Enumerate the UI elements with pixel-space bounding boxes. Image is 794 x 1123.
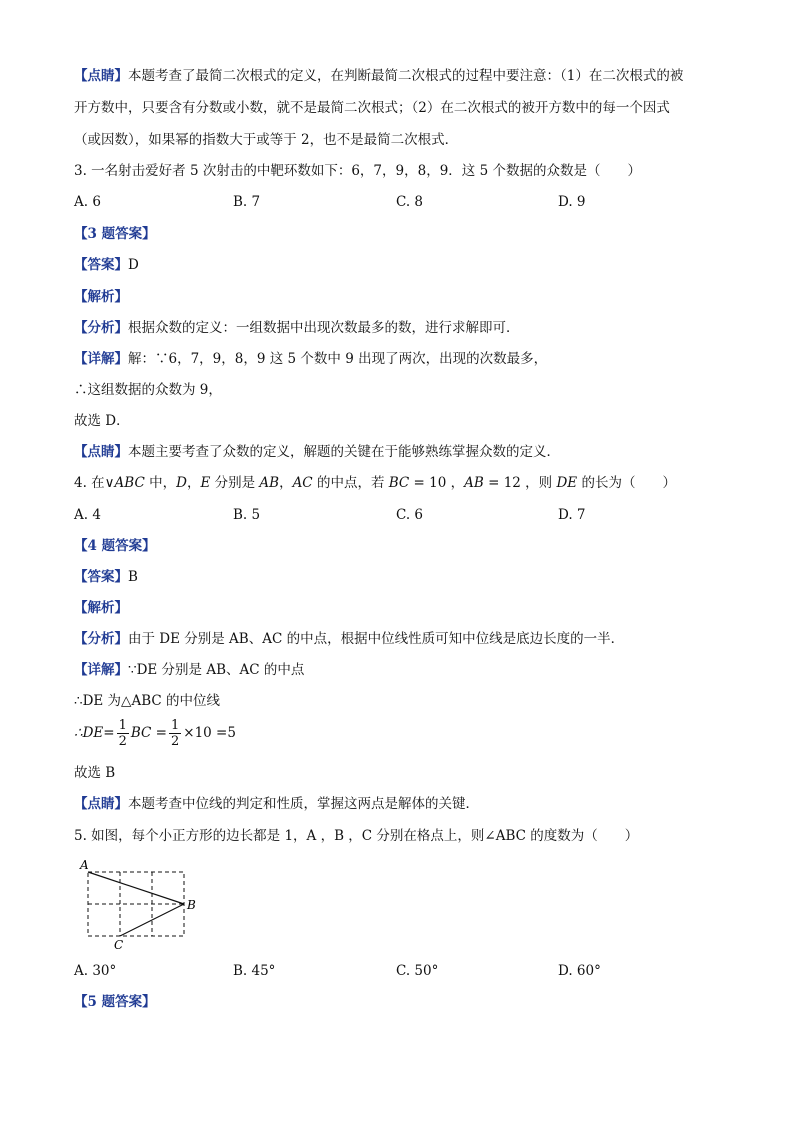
- q3-option-c: C. 8: [396, 194, 424, 210]
- q3-solution-line-2: ∴这组数据的众数为 9，: [74, 382, 222, 398]
- fraction-half-2: $\frac{1}{2}$: [171, 718, 180, 749]
- q4-xiangjie: 【详解】∵DE 分别是 AB、AC 的中点: [74, 662, 305, 678]
- point-label-b: B: [187, 898, 196, 912]
- question-5-stem: 5. 如图，每个小正方形的边长都是 1，A ，B ，C 分别在格点上，则∠ABC 的度数为（ ）: [74, 828, 639, 844]
- q3-jiexi: 【解析】: [74, 289, 128, 305]
- dianjing-line-1: 【点睛】本题考查了最简二次根式的定义，在判断最简二次根式的过程中要注意：（1）在二次根式的被: [74, 68, 684, 84]
- dianjing-tag: 【点睛】: [74, 68, 128, 84]
- q3-option-a: A. 6: [74, 194, 101, 210]
- q4-jiexi: 【解析】: [74, 600, 128, 616]
- dianjing-line-2: 开方数中，只要含有分数或小数，就不是最简二次根式；（2）在二次根式的被开方数中的每一个因式: [74, 100, 670, 116]
- q4-option-b: B. 5: [233, 507, 261, 523]
- q4-solution-line-2: ∴DE 为△ABC 的中位线: [74, 693, 220, 709]
- q3-section-heading: 【3 题答案】: [74, 226, 156, 242]
- q5-option-a: A. 30°: [74, 963, 117, 979]
- q5-option-c: C. 50°: [396, 963, 439, 979]
- q4-option-d: D. 7: [558, 507, 586, 523]
- q4-option-c: C. 6: [396, 507, 424, 523]
- question-4-stem: 4. 在∨ABC 中，D，E 分别是 AB，AC 的中点，若 BC = 10 ，AB = 12 ，则 DE 的长为（ ）: [74, 475, 676, 491]
- q3-solution-line-3: 故选 D．: [74, 413, 130, 429]
- grid-lines: [88, 872, 184, 936]
- q4-equation: ∴DE= $\frac{1}{2}$ BC = $\frac{1}{2}$ ×10 =5: [74, 718, 236, 749]
- q5-option-b: B. 45°: [233, 963, 276, 979]
- q4-fenxi: 【分析】由于 DE 分别是 AB、AC 的中点，根据中位线性质可知中位线是底边长度的一半．: [74, 631, 625, 647]
- point-label-c: C: [114, 938, 124, 952]
- q4-answer: 【答案】B: [74, 569, 138, 585]
- point-label-a: A: [80, 858, 89, 872]
- q4-dianjing: 【点睛】本题考查中位线的判定和性质，掌握这两点是解体的关键．: [74, 796, 479, 812]
- q3-fenxi: 【分析】根据众数的定义：一组数据中出现次数最多的数，进行求解即可．: [74, 320, 520, 336]
- question-3-stem: 3. 一名射击爱好者 5 次射击的中靶环数如下：6，7，9，8，9．这 5 个数据的众数是（ ）: [74, 163, 641, 179]
- q5-section-heading: 【5 题答案】: [74, 994, 156, 1010]
- q4-option-a: A. 4: [74, 507, 101, 523]
- q4-solution-line-4: 故选 B: [74, 765, 116, 781]
- q3-xiangjie: 【详解】解：∵6，7，9，8，9 这 5 个数中 9 出现了两次，出现的次数最多，: [74, 351, 548, 367]
- q3-answer: 【答案】D: [74, 257, 139, 273]
- q5-option-d: D. 60°: [558, 963, 601, 979]
- q3-option-d: D. 9: [558, 194, 586, 210]
- fraction-half-1: $\frac{1}{2}$: [118, 718, 127, 749]
- q4-section-heading: 【4 题答案】: [74, 538, 156, 554]
- q3-dianjing: 【点睛】本题主要考查了众数的定义，解题的关键在于能够熟练掌握众数的定义．: [74, 444, 560, 460]
- q3-option-b: B. 7: [233, 194, 261, 210]
- dianjing-line-3: （或因数），如果幂的指数大于或等于 2，也不是最简二次根式．: [74, 132, 459, 148]
- grid-figure: [74, 856, 214, 952]
